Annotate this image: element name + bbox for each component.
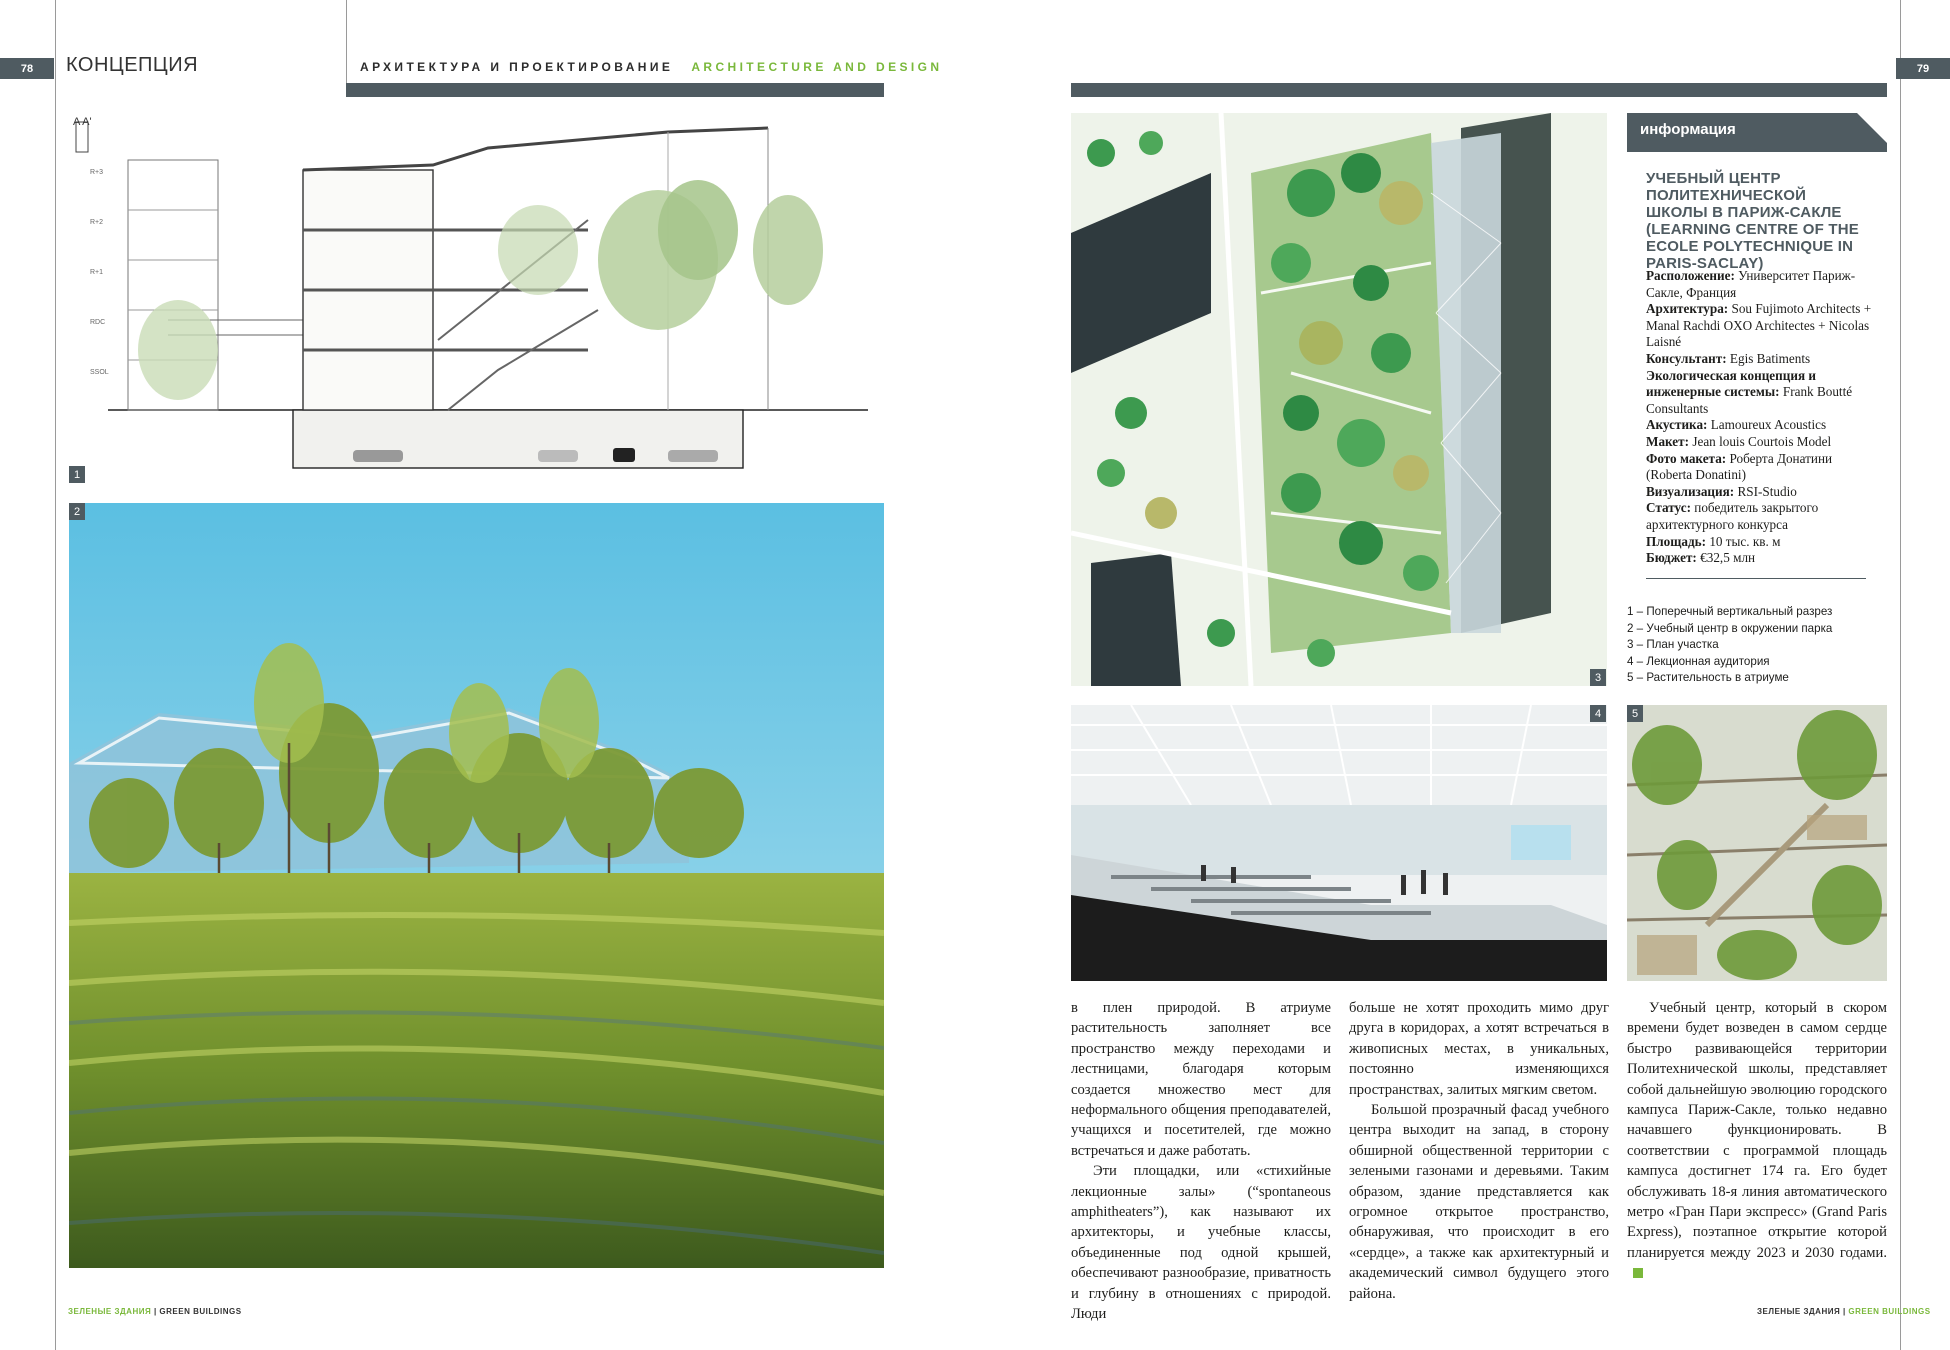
text-column-3 <box>1627 998 1887 1284</box>
figure-1-number: 1 <box>69 466 85 483</box>
caption-3: 3 – План участка <box>1627 638 1719 652</box>
col1-paragraph-1: в плен природой. В атриуме растительность заполняет все пространство между переходами и лестницами, благодаря которым создается множество мест для неформального общения преподавателей, учащихся и посетителей, где можно встречаться и даже работать. <box>1071 1000 1331 1159</box>
end-of-article-marker <box>1633 1268 1643 1278</box>
level-label-r1: R+1 <box>90 269 104 276</box>
page-number-right: 79 <box>1896 58 1950 79</box>
project-title: УЧЕБНЫЙ ЦЕНТР ПОЛИТЕХНИЧЕСКОЙ ШКОЛЫ В ПАРИЖ-САКЛЕ (LEARNING CENTRE OF THE ECOLE POLYTECHNIQUE IN PARIS-SACLAY) <box>1646 170 1859 272</box>
level-label-r2: R+2 <box>90 219 104 226</box>
info-item-location: Расположение: Университет Париж-Сакле, Франция <box>1646 268 1856 300</box>
caption-5: 5 – Растительность в атриуме <box>1627 671 1789 685</box>
figure-4-lecture-hall <box>1071 705 1607 981</box>
section-title: КОНЦЕПЦИЯ <box>66 54 199 76</box>
info-item-consultant: Консультант: Egis Batiments <box>1646 350 1811 366</box>
info-divider <box>1646 578 1866 579</box>
figure-5-number: 5 <box>1627 705 1643 722</box>
header-ru: АРХИТЕКТУРА И ПРОЕКТИРОВАНИЕ <box>360 60 674 74</box>
footer-right-gray: ЗЕЛЕНЫЕ ЗДАНИЯ <box>1757 1307 1841 1316</box>
caption-2: 2 – Учебный центр в окружении парка <box>1627 621 1833 635</box>
project-info-list <box>1646 268 1878 567</box>
info-header-tab <box>1627 113 1887 152</box>
level-label-r3: R+3 <box>90 169 104 176</box>
figure-3-site-plan <box>1071 113 1607 686</box>
info-item-visualization: Визуализация: RSI-Studio <box>1646 483 1797 499</box>
info-item-acoustics: Акустика: Lamoureux Acoustics <box>1646 417 1827 433</box>
right-top-rule <box>1071 83 1887 97</box>
footer-left: ЗЕЛЕНЫЕ ЗДАНИЯ | GREEN BUILDINGS <box>68 1307 242 1316</box>
running-header <box>360 60 942 74</box>
col1-paragraph-2: Эти площадки, или «стихийные лекционные залы» (“spontaneous amphitheaters”), как называют их архитекторы, и учебные классы, объединенные под одной крышей, обеспечивают разнообразие, приватность и глубину в отношениях с природой. Люди <box>1071 1163 1331 1323</box>
right-page-edge <box>1900 0 1901 1350</box>
info-item-budget: Бюджет: €32,5 млн <box>1646 550 1756 566</box>
level-label-rdc: RDC <box>90 319 106 326</box>
caption-1: 1 – Поперечный вертикальный разрез <box>1627 605 1833 618</box>
left-page-edge <box>55 0 56 1350</box>
figure-2-number: 2 <box>69 503 85 520</box>
section-marker: A A' <box>73 116 92 128</box>
col3-paragraph-1: Учебный центр, который в скором времени будет возведен в самом сердце быстро развивающейся территории Политехнической школы, представляет собой дальнейшую эволюцию городского кампуса Париж-Сакле, только недавно начавшего функционировать. В соответствии с программой площадь кампуса достигнет 174 га. Его будет обслуживать 18-я линия автоматического метро «Гран Пари экспресс» (Grand Paris Express), поэтапное открытие которой планируется между 2023 и 2030 годами. <box>1627 998 1887 1284</box>
figure-4-number: 4 <box>1590 705 1606 722</box>
figure-captions <box>1627 604 1887 687</box>
info-item-eco-concept: Экологическая концепция и инженерные системы: Frank Boutté Consultants <box>1646 367 1853 416</box>
footer-right-green: GREEN BUILDINGS <box>1848 1307 1931 1316</box>
figure-5-atrium <box>1627 705 1887 981</box>
text-column-1 <box>1071 998 1331 1325</box>
info-header-label: информация <box>1640 121 1736 138</box>
col2-paragraph-1: больше не хотят проходить мимо друг друга в коридорах, а хотят встречаться в живописных местах, в уникальных, постоянно изменяющихся пространствах, залитых мягким светом. <box>1349 1000 1609 1098</box>
info-item-model: Макет: Jean louis Courtois Model <box>1646 433 1832 449</box>
footer-left-green: ЗЕЛЕНЫЕ ЗДАНИЯ <box>68 1307 152 1316</box>
col2-paragraph-2: Большой прозрачный фасад учебного центра выходит на запад, в сторону обширной общественной территории с зелеными газонами и деревьями. Таким образом, здание представляется как огромное открытое пространство, обнаруживая, что происходит в его «сердце», а также как архитектурный и академический символ будущего этого района. <box>1349 1102 1609 1302</box>
footer-left-gray: GREEN BUILDINGS <box>159 1307 242 1316</box>
page-number-left: 78 <box>0 58 54 79</box>
caption-4: 4 – Лекционная аудитория <box>1627 654 1770 668</box>
header-divider <box>346 0 347 96</box>
level-label-ssol: SSOL <box>90 369 109 376</box>
figure-2-park-rendering <box>69 503 884 1268</box>
footer-right: ЗЕЛЕНЫЕ ЗДАНИЯ | GREEN BUILDINGS <box>1757 1307 1931 1316</box>
info-item-status: Статус: победитель закрытого архитектурного конкурса <box>1646 500 1819 532</box>
figure-1-section-drawing <box>68 110 884 478</box>
info-item-area: Площадь: 10 тыс. кв. м <box>1646 533 1781 549</box>
figure-3-number: 3 <box>1590 669 1606 686</box>
text-column-2 <box>1349 998 1609 1304</box>
header-en: ARCHITECTURE AND DESIGN <box>691 60 943 74</box>
info-item-model-photo: Фото макета: Роберта Донатини (Roberta Donatini) <box>1646 450 1833 483</box>
left-top-rule <box>346 83 884 97</box>
info-item-architecture: Архитектура: Sou Fujimoto Architects + Manal Rachdi OXO Architectes + Nicolas Laisné <box>1646 301 1872 350</box>
